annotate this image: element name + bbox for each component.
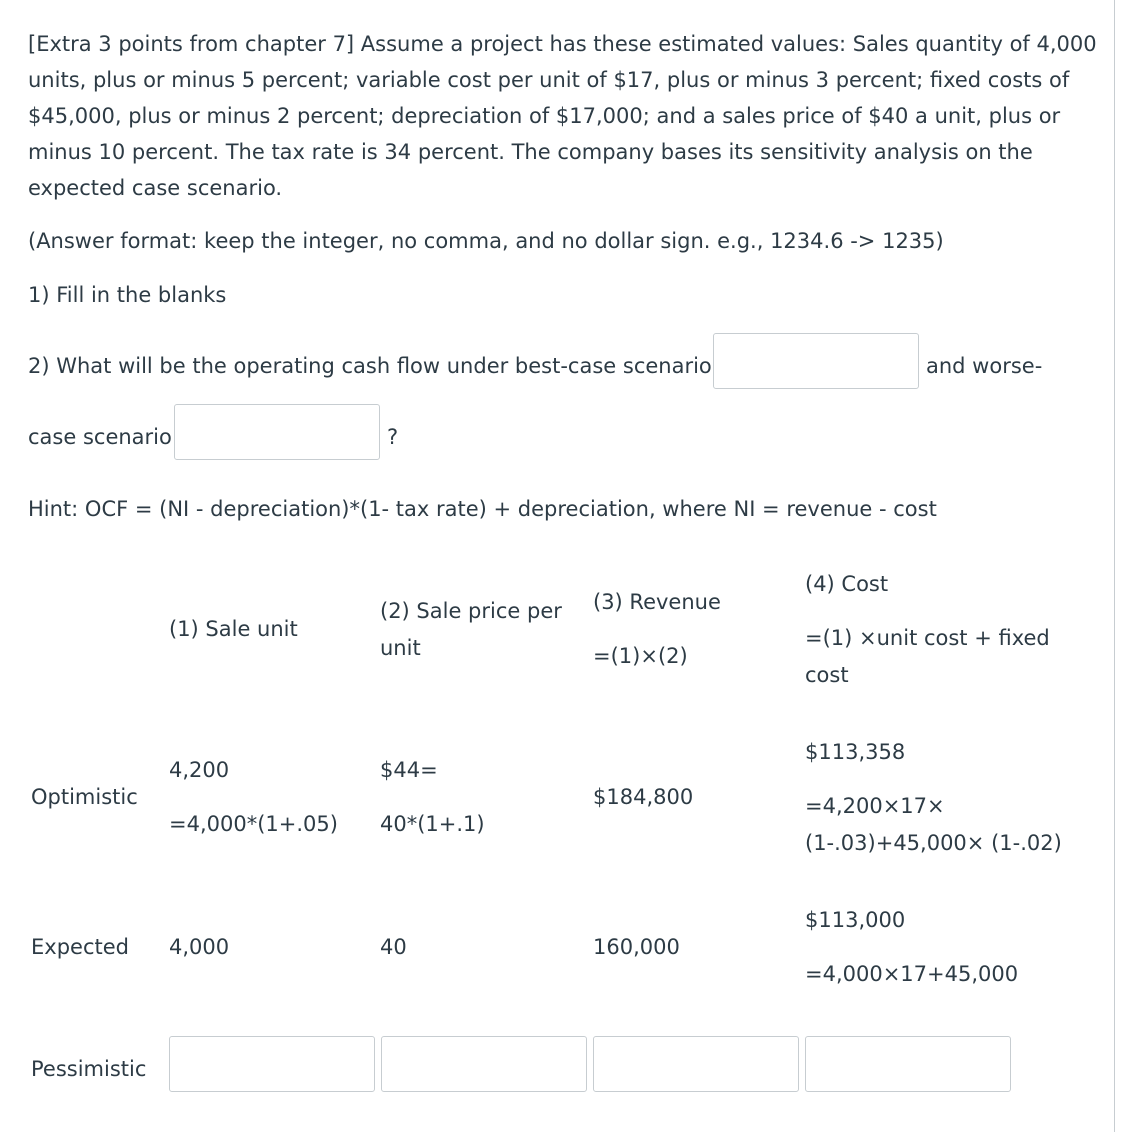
part2-text-case: case scenario <box>28 425 172 449</box>
header-sale-unit: (1) Sale unit <box>169 617 298 641</box>
worst-case-ocf-input[interactable] <box>174 404 380 460</box>
question-intro: [Extra 3 points from chapter 7] Assume a project has these estimated values: Sales quantity of 4,000 units, plus or minus 5 percent; variable cost per unit of $17, plus or minus 3 percent; fixed costs of $45,000, plus or minus 2 percent; depreciation of $17,000; and a sales price of $40 a unit, plus or minus 10 percent. The tax rate is 34 percent. The company bases its sensitivity analysis on the expected case scenario. <box>28 32 1097 200</box>
optimistic-revenue: $184,800 <box>593 785 694 809</box>
pessimistic-cost-input[interactable] <box>805 1036 1011 1092</box>
pessimistic-sale-price-input[interactable] <box>381 1036 587 1092</box>
expected-cost: $113,000 =4,000×17+45,000 <box>805 908 1019 986</box>
optimistic-cost: $113,358 =4,200×17× (1-.03)+45,000× (1-.02) <box>805 740 1062 855</box>
optimistic-sale-price: $44= 40*(1+.1) <box>380 758 485 836</box>
expected-sale-unit: 4,000 <box>169 935 230 959</box>
header-sale-price: (2) Sale price per unit <box>380 599 562 660</box>
expected-sale-price: 40 <box>380 935 407 959</box>
row-label-pessimistic: Pessimistic <box>31 1057 147 1081</box>
part2-text: 2) What will be the operating cash flow under best-case scenario <box>28 354 712 378</box>
hint-text: Hint: OCF = (NI - depreciation)*(1- tax rate) + depreciation, where NI = revenue - cost <box>28 497 937 521</box>
question-mark: ? <box>387 425 399 449</box>
header-cost: (4) Cost =(1) ×unit cost + fixed cost <box>805 572 1050 687</box>
pessimistic-revenue-input[interactable] <box>593 1036 799 1092</box>
row-label-optimistic: Optimistic <box>31 785 138 809</box>
pessimistic-sale-unit-input[interactable] <box>169 1036 375 1092</box>
expected-revenue: 160,000 <box>593 935 680 959</box>
answer-format-note: (Answer format: keep the integer, no comma, and no dollar sign. e.g., 1234.6 -> 1235) <box>28 229 944 253</box>
right-border <box>1114 0 1115 1132</box>
row-label-expected: Expected <box>31 935 129 959</box>
optimistic-sale-unit: 4,200 =4,000*(1+.05) <box>169 758 338 836</box>
best-case-ocf-input[interactable] <box>713 333 919 389</box>
header-revenue: (3) Revenue =(1)×(2) <box>593 590 721 668</box>
part1-label: 1) Fill in the blanks <box>28 283 227 307</box>
part2-text-cont: and worse- <box>926 354 1043 378</box>
